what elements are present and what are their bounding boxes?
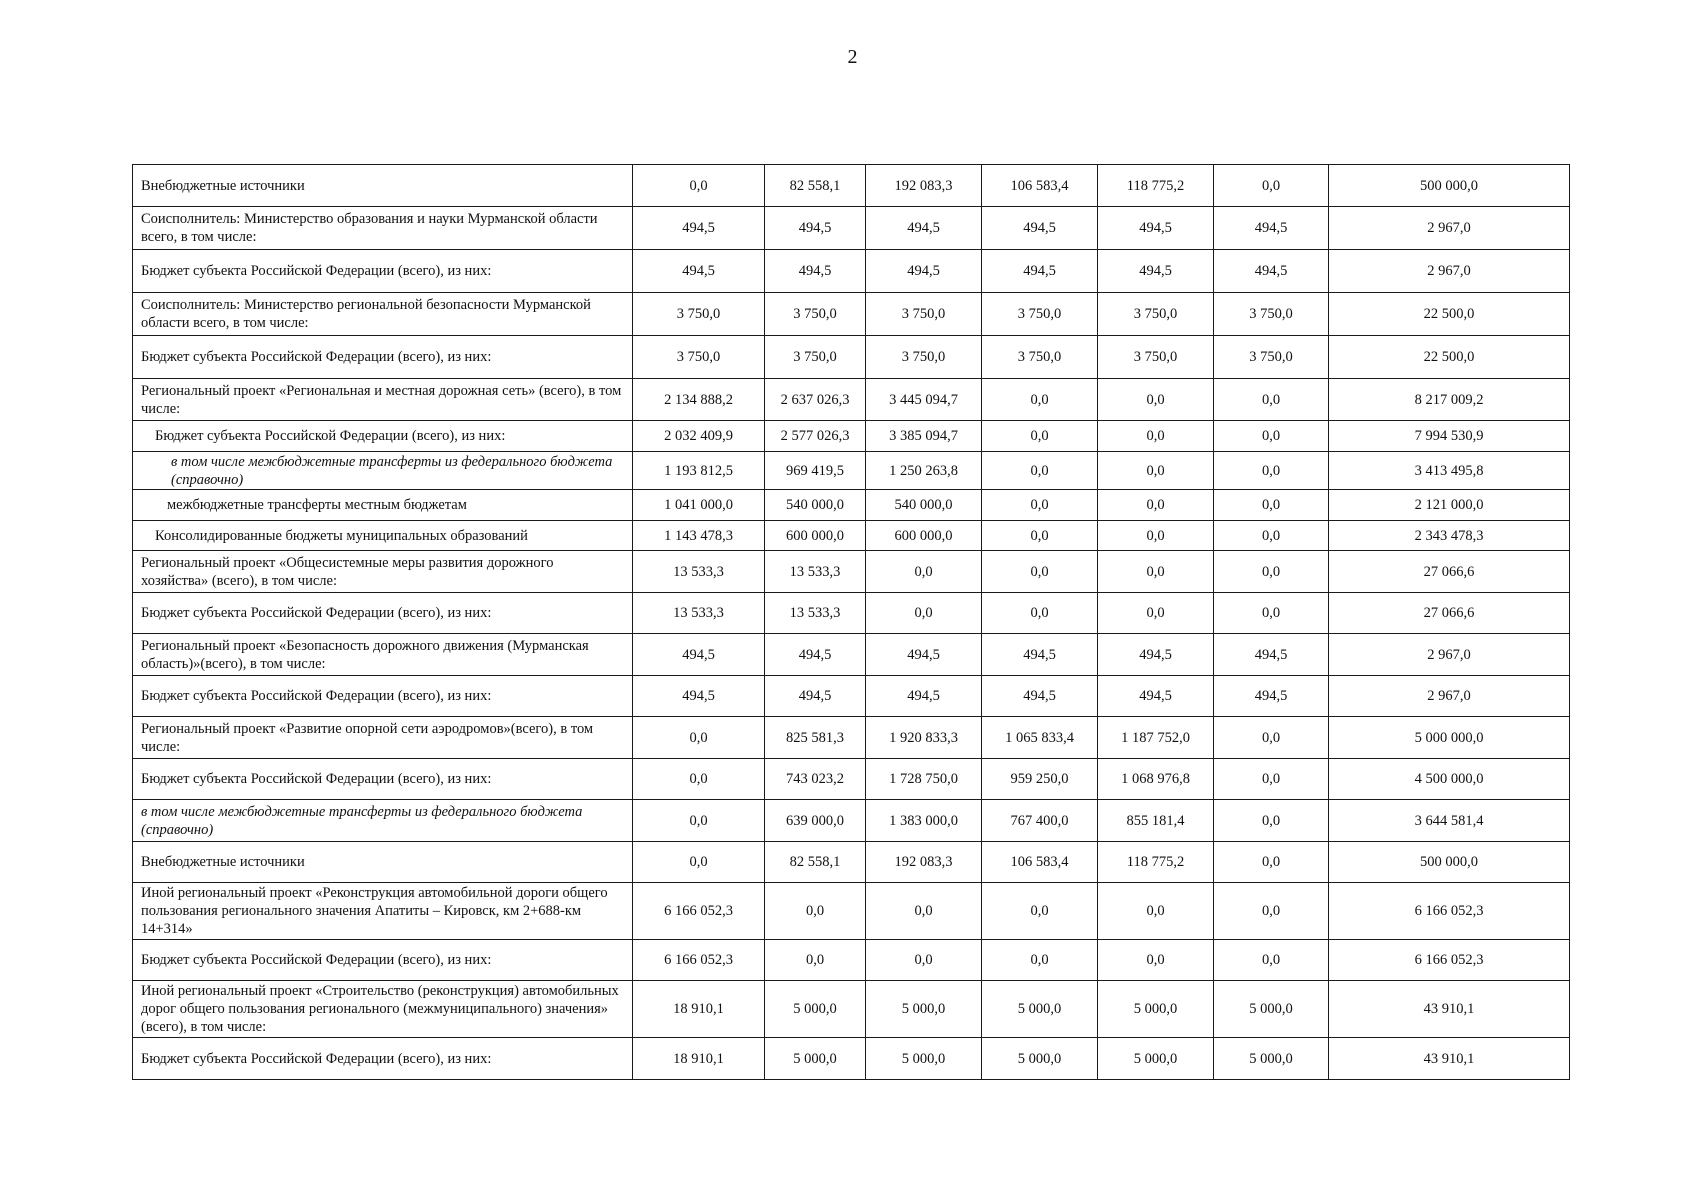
value-cell: 494,5 xyxy=(765,250,866,293)
value-cell: 494,5 xyxy=(765,634,866,676)
value-cell: 0,0 xyxy=(866,551,982,593)
value-cell: 3 750,0 xyxy=(633,293,765,336)
row-label: межбюджетные трансферты местным бюджетам xyxy=(133,490,633,521)
value-cell: 3 413 495,8 xyxy=(1329,452,1570,490)
value-cell: 3 750,0 xyxy=(982,293,1098,336)
table-row xyxy=(133,207,1570,250)
value-cell: 5 000,0 xyxy=(765,1038,866,1080)
value-cell: 3 750,0 xyxy=(866,293,982,336)
value-cell: 540 000,0 xyxy=(866,490,982,521)
value-cell: 494,5 xyxy=(1214,207,1329,250)
row-label: Консолидированные бюджеты муниципальных образований xyxy=(133,521,633,551)
table-row xyxy=(133,452,1570,490)
value-cell: 3 750,0 xyxy=(1214,293,1329,336)
row-label: Бюджет субъекта Российской Федерации (всего), из них: xyxy=(133,593,633,634)
value-cell: 0,0 xyxy=(1214,593,1329,634)
value-cell: 2 343 478,3 xyxy=(1329,521,1570,551)
value-cell: 18 910,1 xyxy=(633,981,765,1038)
row-label: Региональный проект «Региональная и местная дорожная сеть» (всего), в том числе: xyxy=(133,379,633,421)
value-cell: 494,5 xyxy=(1098,634,1214,676)
value-cell: 0,0 xyxy=(765,883,866,940)
value-cell: 494,5 xyxy=(1214,250,1329,293)
table-row xyxy=(133,551,1570,593)
value-cell: 5 000 000,0 xyxy=(1329,717,1570,759)
value-cell: 0,0 xyxy=(1098,940,1214,981)
table-row xyxy=(133,490,1570,521)
row-label: Внебюджетные источники xyxy=(133,165,633,207)
value-cell: 540 000,0 xyxy=(765,490,866,521)
value-cell: 494,5 xyxy=(1098,676,1214,717)
value-cell: 494,5 xyxy=(866,250,982,293)
value-cell: 2 967,0 xyxy=(1329,676,1570,717)
value-cell: 0,0 xyxy=(1214,452,1329,490)
row-label: Внебюджетные источники xyxy=(133,842,633,883)
row-label: Региональный проект «Развитие опорной сети аэродромов»(всего), в том числе: xyxy=(133,717,633,759)
value-cell: 82 558,1 xyxy=(765,842,866,883)
value-cell: 2 967,0 xyxy=(1329,634,1570,676)
value-cell: 22 500,0 xyxy=(1329,293,1570,336)
value-cell: 18 910,1 xyxy=(633,1038,765,1080)
value-cell: 82 558,1 xyxy=(765,165,866,207)
value-cell: 4 500 000,0 xyxy=(1329,759,1570,800)
value-cell: 2 121 000,0 xyxy=(1329,490,1570,521)
value-cell: 0,0 xyxy=(1098,521,1214,551)
value-cell: 0,0 xyxy=(1098,490,1214,521)
table-row xyxy=(133,1038,1570,1080)
value-cell: 2 967,0 xyxy=(1329,207,1570,250)
value-cell: 0,0 xyxy=(982,940,1098,981)
value-cell: 3 750,0 xyxy=(1098,336,1214,379)
value-cell: 600 000,0 xyxy=(866,521,982,551)
table-row xyxy=(133,336,1570,379)
row-label: Соисполнитель: Министерство региональной безопасности Мурманской области всего, в том числе: xyxy=(133,293,633,336)
value-cell: 27 066,6 xyxy=(1329,551,1570,593)
value-cell: 106 583,4 xyxy=(982,842,1098,883)
row-label: Иной региональный проект «Реконструкция автомобильной дороги общего пользования регионального значения Апатиты – Кировск, км 2+688-км 14+314» xyxy=(133,883,633,940)
page-number: 2 xyxy=(847,46,858,68)
value-cell: 3 445 094,7 xyxy=(866,379,982,421)
value-cell: 0,0 xyxy=(866,940,982,981)
value-cell: 494,5 xyxy=(866,676,982,717)
value-cell: 0,0 xyxy=(633,717,765,759)
table-row xyxy=(133,676,1570,717)
value-cell: 0,0 xyxy=(1214,521,1329,551)
value-cell: 2 032 409,9 xyxy=(633,421,765,452)
value-cell: 500 000,0 xyxy=(1329,165,1570,207)
row-label: Соисполнитель: Министерство образования и науки Мурманской области всего, в том числе: xyxy=(133,207,633,250)
value-cell: 118 775,2 xyxy=(1098,842,1214,883)
value-cell: 0,0 xyxy=(1098,452,1214,490)
value-cell: 494,5 xyxy=(982,634,1098,676)
row-label: Бюджет субъекта Российской Федерации (всего), из них: xyxy=(133,759,633,800)
value-cell: 2 967,0 xyxy=(1329,250,1570,293)
value-cell: 7 994 530,9 xyxy=(1329,421,1570,452)
value-cell: 0,0 xyxy=(1214,883,1329,940)
value-cell: 0,0 xyxy=(1214,940,1329,981)
value-cell: 767 400,0 xyxy=(982,800,1098,842)
value-cell: 0,0 xyxy=(1214,717,1329,759)
table-row xyxy=(133,521,1570,551)
value-cell: 600 000,0 xyxy=(765,521,866,551)
value-cell: 0,0 xyxy=(982,521,1098,551)
value-cell: 5 000,0 xyxy=(982,1038,1098,1080)
value-cell: 1 383 000,0 xyxy=(866,800,982,842)
table-row xyxy=(133,981,1570,1038)
row-label: в том числе межбюджетные трансферты из федерального бюджета (справочно) xyxy=(133,800,633,842)
value-cell: 494,5 xyxy=(1098,207,1214,250)
value-cell: 494,5 xyxy=(1214,634,1329,676)
value-cell: 3 750,0 xyxy=(1214,336,1329,379)
value-cell: 494,5 xyxy=(633,207,765,250)
value-cell: 0,0 xyxy=(1214,490,1329,521)
value-cell: 5 000,0 xyxy=(1098,981,1214,1038)
value-cell: 743 023,2 xyxy=(765,759,866,800)
value-cell: 0,0 xyxy=(633,759,765,800)
table-row xyxy=(133,421,1570,452)
value-cell: 0,0 xyxy=(982,421,1098,452)
value-cell: 0,0 xyxy=(1098,593,1214,634)
value-cell: 3 750,0 xyxy=(765,293,866,336)
value-cell: 0,0 xyxy=(1214,800,1329,842)
value-cell: 1 920 833,3 xyxy=(866,717,982,759)
value-cell: 1 250 263,8 xyxy=(866,452,982,490)
value-cell: 855 181,4 xyxy=(1098,800,1214,842)
table-row xyxy=(133,634,1570,676)
value-cell: 6 166 052,3 xyxy=(1329,883,1570,940)
value-cell: 0,0 xyxy=(982,490,1098,521)
value-cell: 5 000,0 xyxy=(1214,981,1329,1038)
value-cell: 1 065 833,4 xyxy=(982,717,1098,759)
value-cell: 1 193 812,5 xyxy=(633,452,765,490)
value-cell: 969 419,5 xyxy=(765,452,866,490)
value-cell: 13 533,3 xyxy=(765,593,866,634)
value-cell: 0,0 xyxy=(633,165,765,207)
value-cell: 5 000,0 xyxy=(765,981,866,1038)
value-cell: 43 910,1 xyxy=(1329,1038,1570,1080)
value-cell: 6 166 052,3 xyxy=(633,883,765,940)
row-label: Бюджет субъекта Российской Федерации (всего), из них: xyxy=(133,336,633,379)
table-row xyxy=(133,593,1570,634)
row-label: Бюджет субъекта Российской Федерации (всего), из них: xyxy=(133,1038,633,1080)
value-cell: 8 217 009,2 xyxy=(1329,379,1570,421)
value-cell: 5 000,0 xyxy=(866,981,982,1038)
value-cell: 494,5 xyxy=(1098,250,1214,293)
value-cell: 0,0 xyxy=(1098,551,1214,593)
value-cell: 2 637 026,3 xyxy=(765,379,866,421)
value-cell: 192 083,3 xyxy=(866,842,982,883)
table-row xyxy=(133,379,1570,421)
value-cell: 494,5 xyxy=(866,634,982,676)
value-cell: 13 533,3 xyxy=(633,593,765,634)
value-cell: 0,0 xyxy=(982,551,1098,593)
value-cell: 0,0 xyxy=(866,883,982,940)
value-cell: 959 250,0 xyxy=(982,759,1098,800)
value-cell: 494,5 xyxy=(866,207,982,250)
value-cell: 6 166 052,3 xyxy=(1329,940,1570,981)
value-cell: 0,0 xyxy=(1098,883,1214,940)
budget-table-body xyxy=(133,165,1570,1080)
value-cell: 0,0 xyxy=(1214,379,1329,421)
row-label: Бюджет субъекта Российской Федерации (всего), из них: xyxy=(133,940,633,981)
table-row xyxy=(133,940,1570,981)
value-cell: 5 000,0 xyxy=(866,1038,982,1080)
value-cell: 3 750,0 xyxy=(866,336,982,379)
value-cell: 494,5 xyxy=(633,634,765,676)
row-label: Бюджет субъекта Российской Федерации (всего), из них: xyxy=(133,676,633,717)
value-cell: 0,0 xyxy=(633,842,765,883)
value-cell: 118 775,2 xyxy=(1098,165,1214,207)
value-cell: 0,0 xyxy=(1214,842,1329,883)
value-cell: 5 000,0 xyxy=(1214,1038,1329,1080)
value-cell: 0,0 xyxy=(1214,421,1329,452)
value-cell: 106 583,4 xyxy=(982,165,1098,207)
value-cell: 0,0 xyxy=(765,940,866,981)
value-cell: 3 750,0 xyxy=(982,336,1098,379)
value-cell: 494,5 xyxy=(1214,676,1329,717)
value-cell: 3 385 094,7 xyxy=(866,421,982,452)
table-row xyxy=(133,800,1570,842)
value-cell: 494,5 xyxy=(982,250,1098,293)
value-cell: 1 187 752,0 xyxy=(1098,717,1214,759)
value-cell: 0,0 xyxy=(982,452,1098,490)
value-cell: 3 750,0 xyxy=(633,336,765,379)
value-cell: 3 750,0 xyxy=(765,336,866,379)
value-cell: 0,0 xyxy=(1214,551,1329,593)
row-label: Региональный проект «Безопасность дорожного движения (Мурманская область)»(всего), в том числе: xyxy=(133,634,633,676)
value-cell: 3 644 581,4 xyxy=(1329,800,1570,842)
value-cell: 494,5 xyxy=(982,676,1098,717)
value-cell: 27 066,6 xyxy=(1329,593,1570,634)
row-label: Иной региональный проект «Строительство (реконструкция) автомобильных дорог общего пользования регионального (межмуниципального) значения» (всего), в том числе: xyxy=(133,981,633,1038)
value-cell: 22 500,0 xyxy=(1329,336,1570,379)
value-cell: 43 910,1 xyxy=(1329,981,1570,1038)
value-cell: 494,5 xyxy=(982,207,1098,250)
table-row xyxy=(133,250,1570,293)
row-label: Бюджет субъекта Российской Федерации (всего), из них: xyxy=(133,250,633,293)
row-label: в том числе межбюджетные трансферты из федерального бюджета (справочно) xyxy=(133,452,633,490)
value-cell: 0,0 xyxy=(1098,421,1214,452)
table-row xyxy=(133,842,1570,883)
value-cell: 1 041 000,0 xyxy=(633,490,765,521)
table-row xyxy=(133,717,1570,759)
value-cell: 6 166 052,3 xyxy=(633,940,765,981)
value-cell: 2 577 026,3 xyxy=(765,421,866,452)
value-cell: 1 728 750,0 xyxy=(866,759,982,800)
value-cell: 0,0 xyxy=(982,883,1098,940)
value-cell: 500 000,0 xyxy=(1329,842,1570,883)
value-cell: 13 533,3 xyxy=(633,551,765,593)
table-row xyxy=(133,165,1570,207)
value-cell: 494,5 xyxy=(765,207,866,250)
table-row xyxy=(133,883,1570,940)
value-cell: 192 083,3 xyxy=(866,165,982,207)
value-cell: 0,0 xyxy=(1214,165,1329,207)
table-row xyxy=(133,293,1570,336)
row-label: Бюджет субъекта Российской Федерации (всего), из них: xyxy=(133,421,633,452)
value-cell: 494,5 xyxy=(765,676,866,717)
value-cell: 0,0 xyxy=(982,593,1098,634)
table-row xyxy=(133,759,1570,800)
row-label: Региональный проект «Общесистемные меры развития дорожного хозяйства» (всего), в том числе: xyxy=(133,551,633,593)
value-cell: 494,5 xyxy=(633,250,765,293)
budget-table xyxy=(132,164,1570,1080)
value-cell: 825 581,3 xyxy=(765,717,866,759)
value-cell: 5 000,0 xyxy=(1098,1038,1214,1080)
value-cell: 13 533,3 xyxy=(765,551,866,593)
value-cell: 5 000,0 xyxy=(982,981,1098,1038)
value-cell: 0,0 xyxy=(1098,379,1214,421)
value-cell: 1 068 976,8 xyxy=(1098,759,1214,800)
value-cell: 1 143 478,3 xyxy=(633,521,765,551)
value-cell: 0,0 xyxy=(1214,759,1329,800)
value-cell: 494,5 xyxy=(633,676,765,717)
value-cell: 3 750,0 xyxy=(1098,293,1214,336)
value-cell: 639 000,0 xyxy=(765,800,866,842)
value-cell: 0,0 xyxy=(633,800,765,842)
value-cell: 0,0 xyxy=(866,593,982,634)
value-cell: 0,0 xyxy=(982,379,1098,421)
value-cell: 2 134 888,2 xyxy=(633,379,765,421)
